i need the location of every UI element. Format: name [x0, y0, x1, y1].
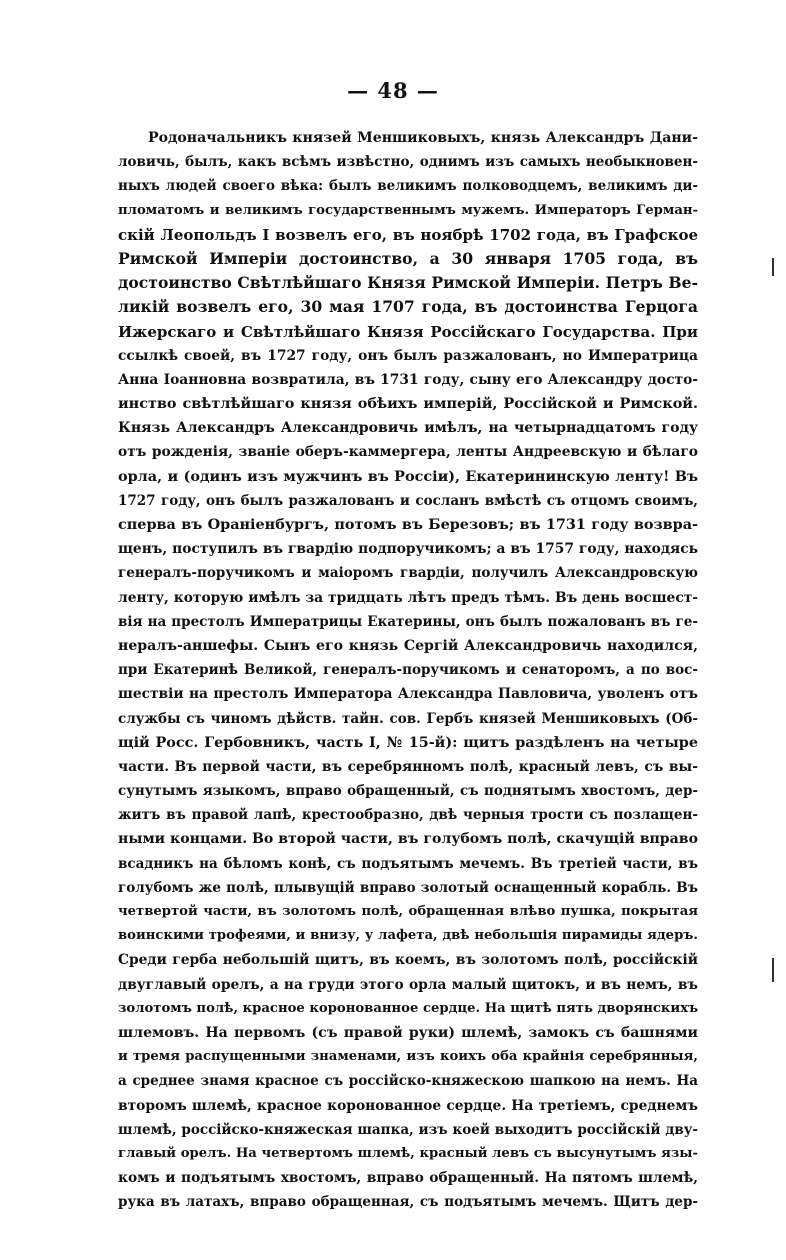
text-line: щенъ, поступилъ въ гвардію подпоручикомъ; а въ 1757 году, находясь	[118, 541, 698, 558]
text-line: орла, и (одинъ изъ мужчинъ въ Россіи), Екатерининскую ленту! Въ	[118, 467, 698, 485]
text-line: пломатомъ и великимъ государственнымъ мужемъ. Императоръ Герман-	[118, 202, 698, 218]
text-line: ловичь, былъ, какъ всѣмъ извѣстно, однимъ изъ самыхъ необыкновен-	[118, 154, 698, 171]
text-line: золотомъ полѣ, красное коронованное сердце. На щитѣ пять дворянскихъ	[118, 1000, 698, 1016]
text-line: сперва въ Ораніенбургъ, потомъ въ Березовъ; въ 1731 году возвра-	[118, 516, 698, 533]
text-line: при Екатеринѣ Великой, генералъ-поручикомъ и сенаторомъ, а по вос-	[118, 662, 698, 679]
text-line: и тремя распущенными знаменами, изъ коихъ оба крайнія серебрянныя,	[118, 1049, 698, 1065]
text-line: 1727 году, онъ былъ разжалованъ и сосланъ вмѣстѣ съ отцомъ своимъ,	[118, 492, 698, 509]
text-line: щій Росс. Гербовникъ, часть I, № 15-й): щитъ раздѣленъ на четыре	[118, 733, 698, 751]
text-line: четвертой части, въ золотомъ полѣ, обращенная влѣво пушка, покрытая	[118, 904, 698, 919]
text-line: нералъ-аншефы. Сынъ его князь Сергій Александровичь находился,	[118, 637, 698, 654]
text-line: комъ и подъятымъ хвостомъ, вправо обращенный. На пятомъ шлемѣ,	[118, 1170, 698, 1187]
text-line: житъ въ правой лапѣ, крестообразно, двѣ черныя трости съ позлащен-	[118, 807, 698, 824]
text-line: генералъ-поручикомъ и маіоромъ гвардіи, получилъ Александровскую	[118, 565, 698, 582]
text-line: скій Леопольдъ I возвелъ его, въ ноябрѣ 1702 года, въ Графское	[118, 225, 698, 244]
text-line: ликій возвелъ его, 30 мая 1707 года, въ достоинства Герцога	[118, 297, 698, 317]
text-line: Князь Александръ Александровичь имѣлъ, на четырнадцатомъ году	[118, 420, 698, 437]
text-line: части. Въ первой части, въ серебрянномъ полѣ, красный левъ, съ вы-	[118, 758, 698, 775]
text-line: второмъ шлемѣ, красное коронованное сердце. На третіемъ, среднемъ	[118, 1097, 698, 1114]
text-line: Римской Имперіи достоинство, а 30 января 1705 года, въ	[118, 248, 698, 268]
text-line: вія на престолъ Императрицы Екатерины, онъ былъ пожалованъ въ ге-	[118, 613, 698, 630]
text-line: воинскими трофеями, и внизу, у лафета, двѣ небольшія пирамиды ядеръ.	[118, 928, 698, 944]
text-line: ными концами. Во второй части, въ голубомъ полѣ, скачущій вправо	[118, 831, 698, 848]
margin-mark	[772, 958, 774, 982]
text-line: сунутымъ языкомъ, вправо обращенный, съ поднятымъ хвостомъ, дер-	[118, 783, 698, 800]
page-number: — 48 —	[347, 78, 439, 103]
text-line: Родоначальникъ князей Меншиковыхъ, князь Александръ Дани-	[148, 130, 698, 146]
text-line: голубомъ же полѣ, плывущій вправо золотый оснащенный корабль. Въ	[118, 879, 698, 896]
text-body	[118, 126, 698, 1214]
text-line: шествіи на престолъ Императора Александра Павловича, уволенъ отъ	[118, 686, 698, 703]
text-line: службы съ чиномъ дѣйств. тайн. сов. Гербъ князей Меншиковыхъ (Об-	[118, 710, 698, 727]
text-line: двуглавый орелъ, а на груди этого орла малый щитокъ, и въ немъ, въ	[118, 976, 698, 993]
text-line: шлемѣ, россійско-княжеская шапка, изъ коей выходитъ россійскій дву-	[118, 1121, 698, 1138]
text-line: рука въ латахъ, вправо обращенная, съ подъятымъ мечемъ. Щитъ дер-	[118, 1194, 698, 1211]
margin-mark	[772, 258, 774, 276]
text-line: достоинство Свѣтлѣйшаго Князя Римской Имперіи. Петръ Ве-	[118, 273, 698, 293]
text-line: а среднее знамя красное съ россійско-княжескою шапкою на немъ. На	[118, 1073, 698, 1090]
text-line: инство свѣтлѣйшаго князя обѣихъ имперій, Россійской и Римской.	[118, 395, 698, 413]
text-line: шлемовъ. На первомъ (съ правой руки) шлемѣ, замокъ съ башнями	[118, 1024, 698, 1041]
text-line: главый орелъ. На четвертомъ шлемѣ, красный левъ съ высунутымъ язы-	[118, 1145, 698, 1161]
text-line: Среди герба небольшій щитъ, въ коемъ, въ золотомъ полѣ, россійскій	[118, 952, 698, 969]
text-line: Ижерскаго и Свѣтлѣйшаго Князя Россійскаго Государства. При	[118, 322, 698, 341]
text-line: всадникъ на бѣломъ конѣ, съ подъятымъ мечемъ. Въ третіей части, въ	[118, 855, 698, 872]
text-line: ныхъ людей своего вѣка: былъ великимъ полководцемъ, великимъ ди-	[118, 178, 698, 195]
text-line: отъ рожденія, званіе оберъ-каммергера, ленты Андреевскую и бѣлаго	[118, 444, 698, 461]
text-line: Анна Іоанновна возвратила, въ 1731 году, сыну его Александру досто-	[118, 371, 698, 388]
text-line: ссылкѣ своей, въ 1727 году, онъ былъ разжалованъ, но Императрица	[118, 347, 698, 364]
text-line: ленту, которую имѣлъ за тридцать лѣтъ предъ тѣмъ. Въ день восшест-	[118, 589, 698, 606]
